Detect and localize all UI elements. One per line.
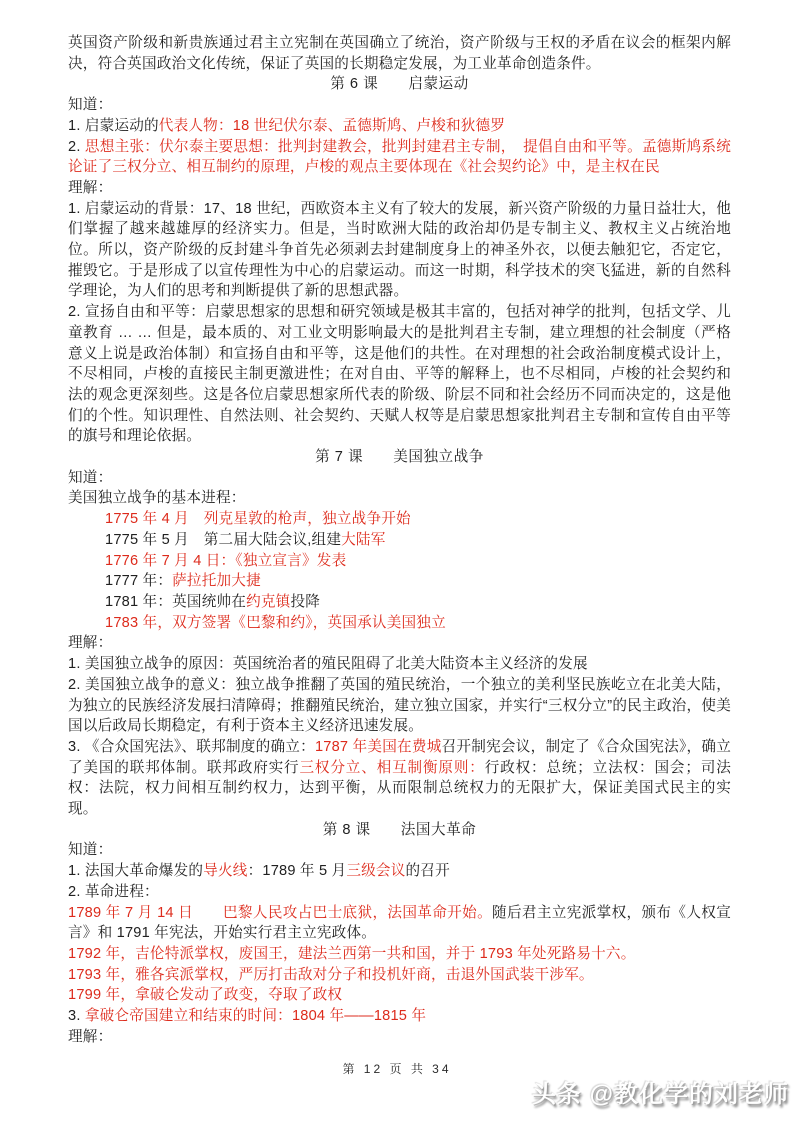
paragraph [68,137,731,178]
section-heading [68,820,731,841]
highlighted-text-segment: 拿破仑帝国建立和结束的时间：1804 年——1815 年 [84,1008,427,1025]
paragraph [68,116,731,137]
paragraph [68,633,731,654]
section-heading [68,447,731,468]
text-segment: 理解： [68,179,113,196]
text-segment: 1. 启蒙运动的 [68,117,159,134]
timeline-entry [68,530,731,551]
paragraph [68,737,731,820]
text-segment: 3. 《合众国宪法》、联邦制度的确立： [68,738,315,755]
highlighted-text-segment: 三权分立、相互制衡原则： [299,759,485,776]
text-segment: 知道： [68,842,113,859]
paragraph [68,675,731,737]
text-segment: 第 7 课 美国独立战争 [315,449,484,466]
paragraph [68,1027,731,1048]
page-number-footer: 第 12 页 共 34 [342,1062,452,1076]
text-segment: 2. [68,138,85,155]
paragraph [68,95,731,116]
paragraph [68,882,731,903]
text-segment: 理解： [68,1028,113,1045]
timeline-entry [68,509,731,530]
paragraph [68,468,731,489]
paragraph [68,944,731,965]
timeline-entry [68,551,731,572]
text-segment: 1777 年： [105,573,173,590]
highlighted-text-segment: 1776 年 7 月 4 日：《独立宣言》发表 [105,552,347,569]
paragraph [68,903,731,944]
text-segment: 1. 美国独立战争的原因：英国统治者的殖民阻碍了北美大陆资本主义经济的发展 [68,656,588,673]
paragraph [68,654,731,675]
text-segment: 投降 [290,593,321,610]
text-segment: 1775 年 5 月 第二届大陆会议,组建 [105,531,342,548]
text-segment: 理解： [68,635,113,652]
text-segment: 2. 革命进程： [68,883,159,900]
highlighted-text-segment: 约克镇 [246,593,291,610]
text-segment: 1. 法国大革命爆发的 [68,863,204,880]
section-heading [68,74,731,95]
timeline-entry [68,571,731,592]
paragraph [68,985,731,1006]
text-segment: 2. 美国独立战争的意义：独立战争推翻了英国的殖民统治，一个独立的美利坚民族屹立在北美大陆，为独立的民族经济发展扫清障碍；推翻殖民统治，建立独立国家，并实行“三权分立”的民主政治，使美国以后政局长期稳定，有利于资本主义经济迅速发展。 [68,676,731,735]
text-segment: 行政权：总统；立法权：国会；司法权：法院，权力间相互制约权力，达到平衡，从而限制总统权力的无限扩大，保证美国式民主的实现。 [68,759,731,818]
text-segment: 随后君主立宪派掌权，颁布《人权宣言》和 1791 年宪法，开始实行君主立宪政体。 [68,904,732,942]
highlighted-text-segment: 1793 年，雅各宾派掌权，严厉打击敌对分子和投机奸商，击退外国武装干涉军。 [68,966,594,983]
text-segment: 第 6 课 启蒙运动 [330,76,469,93]
text-segment: 第 8 课 法国大革命 [322,821,477,838]
highlighted-text-segment: 大陆军 [341,531,386,548]
highlighted-text-segment: 三级会议 [346,863,406,880]
paragraph [68,861,731,882]
paragraph [68,33,731,74]
highlighted-text-segment: 思想主张：伏尔泰主要思想：批判封建教会，批判封建君主专制， 提倡自由和平等。孟德斯鸠系统论证了三权分立、相互制约的原理，卢梭的观点主要体现在《社会契约论》中，是主权在民 [68,138,731,176]
timeline-entry [68,592,731,613]
paragraph [68,488,731,509]
text-segment: 的召开 [405,863,450,880]
highlighted-text-segment: 1775 年 4 月 列克星敦的枪声，独立战争开始 [105,511,411,528]
timeline-entry [68,613,731,634]
paragraph [68,178,731,199]
paragraph [68,965,731,986]
highlighted-text-segment: 代表人物：18 世纪伏尔泰、孟德斯鸠、卢梭和狄德罗 [158,117,506,134]
text-segment: 1. 启蒙运动的背景：17、18 世纪，西欧资本主义有了较大的发展，新兴资产阶级的力量日益壮大，他们掌握了越来越雄厚的经济实力。但是，当时欧洲大陆的政治却仍是专制主义、教权主义占统治地位。所以，资产阶级的反封建斗争首先必须剥去封建制度身上的神圣外衣，以便去触犯它，否定它，摧毁它。于是形成了以宣传理性为中心的启蒙运动。而这一时期，科学技术的突飞猛进，新的自然科学理论，为人们的思考和判断提供了新的思想武器。 [68,200,731,300]
text-segment: 知道： [68,97,113,114]
paragraph [68,302,731,447]
highlighted-text-segment: 导火线 [203,863,248,880]
highlighted-text-segment: 1799 年，拿破仑发动了政变，夺取了政权 [68,987,343,1004]
paragraph [68,199,731,303]
paragraph [68,840,731,861]
highlighted-text-segment: 1792 年，吉伦特派掌权，废国王，建法兰西第一共和国，并于 1793 年处死路易十六。 [68,945,636,962]
text-segment: ：1789 年 5 月 [247,863,347,880]
text-segment: 3. [68,1008,85,1025]
text-segment: 美国独立战争的基本进程： [68,490,246,507]
text-segment: 2. 宣扬自由和平等：启蒙思想家的思想和研究领域是极其丰富的，包括对神学的批判，包括文学、儿童教育 … … 但是，最本质的、对工业文明影响最大的是批判君主专制，建立理想的社会制度（严格意义上说是政治体制）和宣扬自由和平等，这是他们的共性。在对理想的社会政治制度模式设计上，不尽相同，卢梭的直接民主制更激进性；在对自由、平等的解释上，也不尽相同，卢梭的社会契约和法的观念更深刻些。这是各位启蒙思想家所代表的阶级、阶层不同和社会经历不同而决定的，这是他们的个性。知识理性、自然法则、社会契约、天赋人权等是启蒙思想家批判君主专制和宣传自由平等的旗号和理论依据。 [68,304,731,445]
highlighted-text-segment: 1789 年 7 月 14 日 巴黎人民攻占巴士底狱，法国革命开始。 [68,904,493,921]
document-content [68,33,731,1047]
text-segment: 1781 年：英国统帅在 [105,593,247,610]
toutiao-author-watermark: 头条 @教化学的刘老师 [531,1081,789,1108]
highlighted-text-segment: 萨拉托加大捷 [172,573,261,590]
text-segment: 知道： [68,469,113,486]
highlighted-text-segment: 1783 年，双方签署《巴黎和约》，英国承认美国独立 [105,614,446,631]
highlighted-text-segment: 1787 年美国在费城 [314,738,442,755]
text-segment: 召开制宪会议，制定了《合众国宪法》，确立了美国的联邦体制。联邦政府实行 [68,738,731,776]
text-segment: 英国资产阶级和新贵族通过君主立宪制在英国确立了统治，资产阶级与王权的矛盾在议会的框架内解决，符合英国政治文化传统，保证了英国的长期稳定发展，为工业革命创造条件。 [68,35,731,72]
paragraph [68,1006,731,1027]
